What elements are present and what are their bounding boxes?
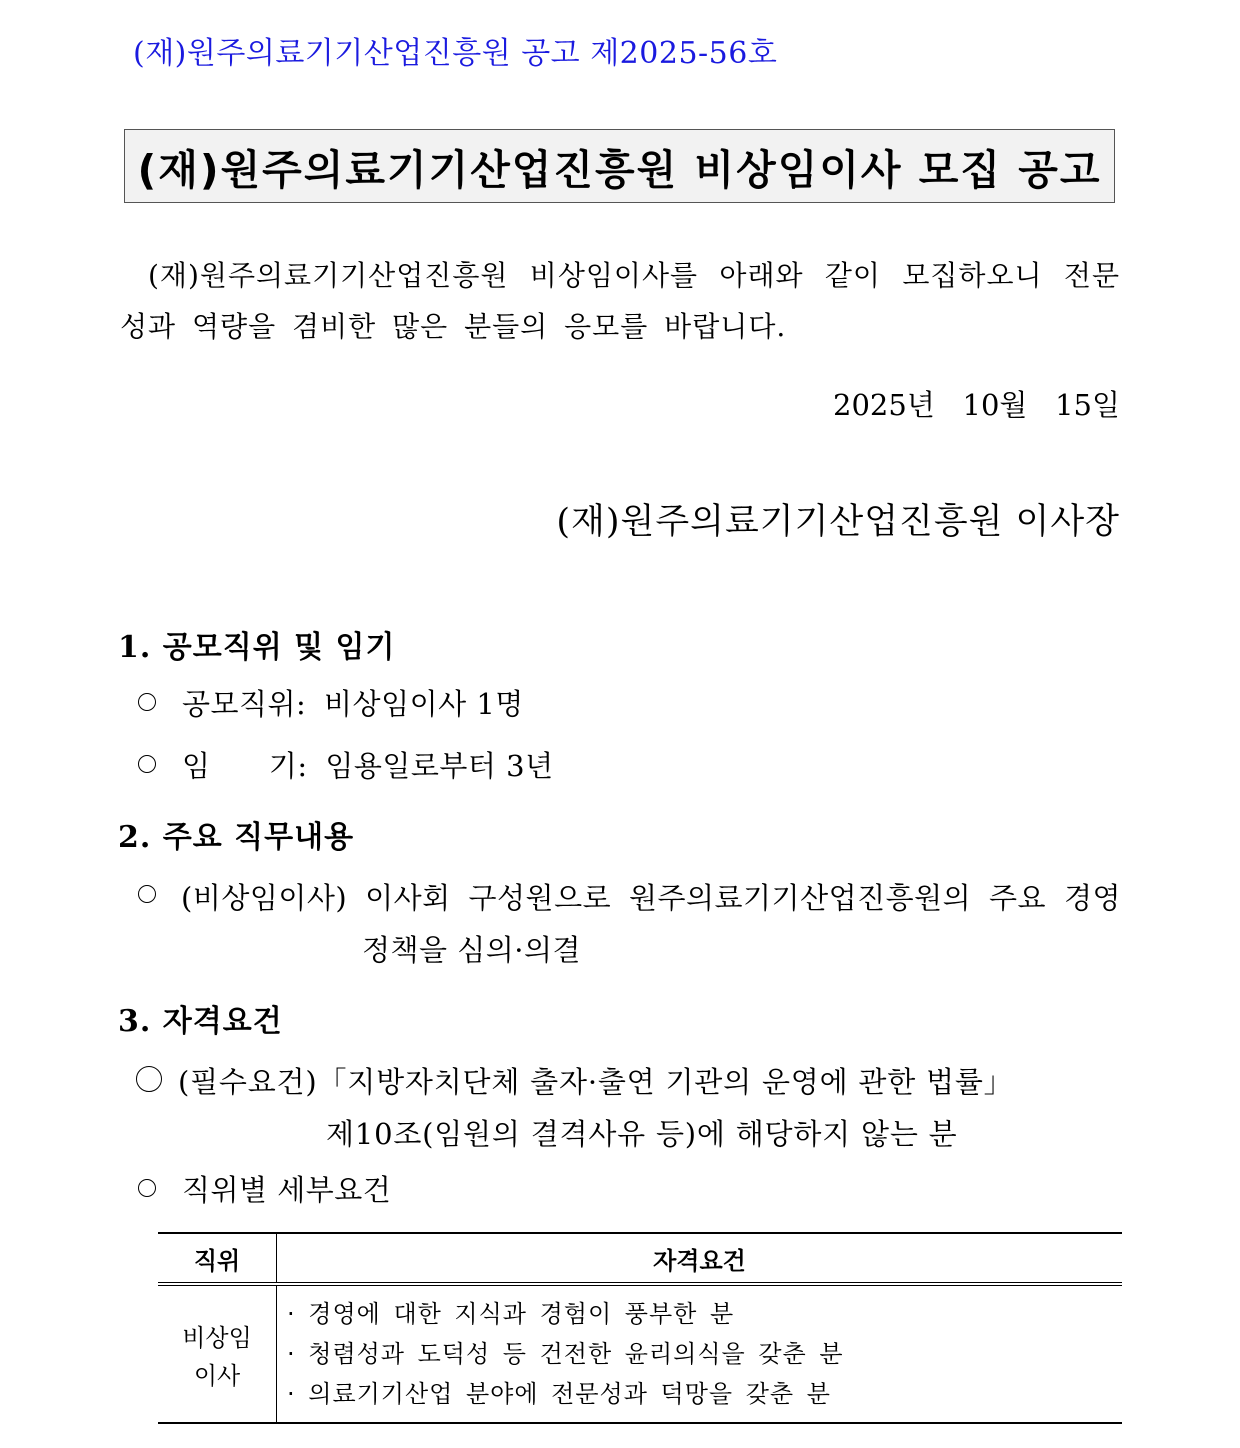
- requirement-line-2: 제10조(임원의 결격사유 등)에 해당하지 않는 분: [326, 1117, 958, 1151]
- duty-line-2: 정책을 심의·의결: [362, 933, 582, 967]
- detail-requirements-label: 직위별 세부요건: [182, 1173, 392, 1207]
- mandatory-requirement: [178, 1056, 1013, 1160]
- page-title: (재)원주의료기기산업진흥원 비상임이사 모집 공고: [137, 145, 1102, 194]
- col-position-header: 직위: [158, 1233, 277, 1284]
- table-row: [158, 1284, 1122, 1423]
- list-item: · 청렴성과 도덕성 등 건전한 윤리의식을 갖춘 분: [287, 1340, 844, 1368]
- notice-date: 2025년 10월 15일: [833, 388, 1120, 422]
- term-key: 임 기:: [182, 749, 308, 783]
- requirement-line-1: (필수요건)「지방자치단체 출자·출연 기관의 운영에 관한 법률」: [178, 1065, 1014, 1099]
- position-value: 비상임이사 1명: [324, 687, 524, 721]
- list-item: · 경영에 대한 지식과 경험이 풍부한 분: [287, 1300, 735, 1328]
- title-box: [124, 129, 1115, 203]
- position-line-1: 비상임: [182, 1324, 252, 1352]
- circle-bullet-icon: [138, 885, 156, 903]
- position-line-2: 이사: [193, 1362, 241, 1390]
- circle-bullet-icon: [138, 755, 156, 773]
- table-header-row: [158, 1233, 1122, 1284]
- notice-number: (재)원주의료기기산업진흥원 공고 제2025-56호: [133, 36, 778, 71]
- large-circle-bullet-icon: [136, 1066, 162, 1092]
- term-value: 임용일로부터 3년: [325, 749, 554, 783]
- section-2-title: 2. 주요 직무내용: [118, 820, 355, 855]
- section-1-title: 1. 공모직위 및 임기: [118, 630, 396, 665]
- requirements-cell: [277, 1284, 1123, 1423]
- term-item: [138, 744, 554, 785]
- position-item: [138, 682, 524, 723]
- position-key: 공모직위:: [182, 687, 307, 721]
- section-3-title: 3. 자격요건: [118, 1004, 283, 1039]
- requirements-list: [277, 1286, 1122, 1422]
- signer: (재)원주의료기기산업진흥원 이사장: [556, 502, 1120, 542]
- col-requirements-header: 자격요건: [277, 1233, 1123, 1284]
- detail-requirements-item: [138, 1168, 391, 1209]
- intro-paragraph: (재)원주의료기기산업진흥원 비상임이사를 아래와 같이 모집하오니 전문성과 역량을 겸비한 많은 분들의 응모를 바랍니다.: [120, 259, 1120, 343]
- circle-bullet-icon: [138, 1179, 156, 1197]
- requirements-table: [158, 1232, 1122, 1424]
- duty-description: [181, 872, 1121, 976]
- position-cell: [158, 1284, 277, 1423]
- duty-line-1: (비상임이사) 이사회 구성원으로 원주의료기기산업진흥원의 주요 경영: [181, 881, 1121, 915]
- circle-bullet-icon: [138, 693, 156, 711]
- list-item: · 의료기기산업 분야에 전문성과 덕망을 갖춘 분: [287, 1380, 831, 1408]
